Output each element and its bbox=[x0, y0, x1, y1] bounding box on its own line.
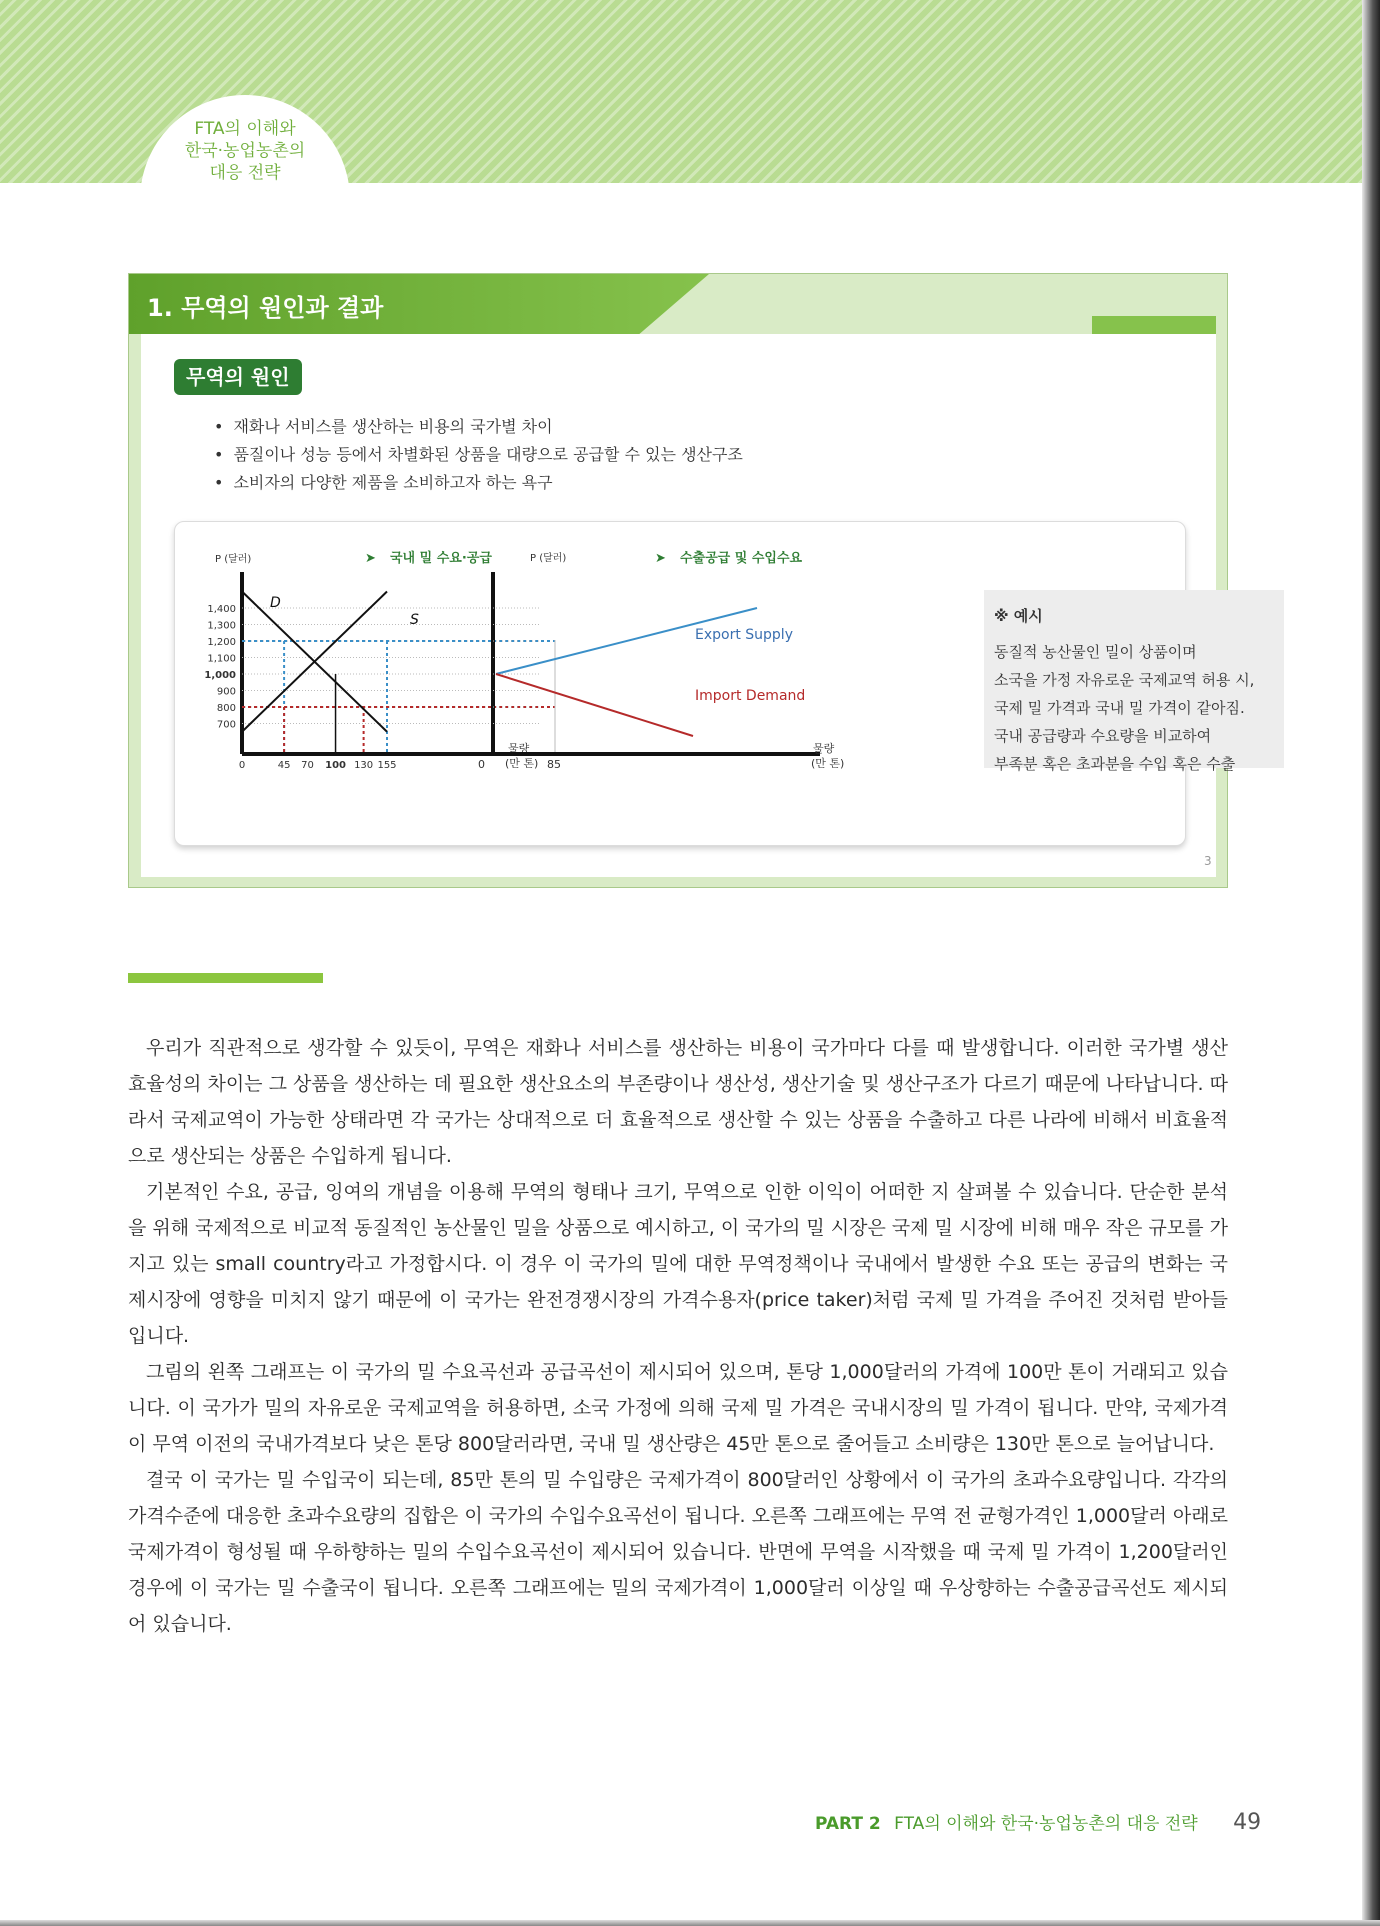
bullet-item: • 소비자의 다양한 제품을 소비하고자 하는 욕구 bbox=[214, 470, 743, 498]
right-chart-arrow: ➤ bbox=[655, 551, 666, 566]
y-tick-label: 1,200 bbox=[207, 637, 236, 648]
example-title: ※ 예시 bbox=[994, 607, 1043, 625]
demand-label: D bbox=[270, 595, 281, 611]
header-badge-line: 한국·농업농촌의 bbox=[184, 141, 306, 161]
y-tick-label: 1,400 bbox=[207, 604, 236, 615]
y-tick-label: 800 bbox=[216, 703, 236, 714]
body-paragraph: 결국 이 국가는 밀 수입국이 되는데, 85만 톤의 밀 수입량은 국제가격이 800달러인 상황에서 이 국가의 초과수요량입니다. 각각의 가격수준에 대응한 초과수요량의 집합은 이 국가의 수입수요곡선이 됩니다. 오른쪽 그래프에는 무역 전 균형가격인 1,000달러 아래로 국제가격이 형성될 때 우하향하는 밀의 수입수요곡선이 제시되어 있습니다. 반면에 무역을 시작했을 때 국제 밀 가격이 1,200달러인 경우에 이 국가는 밀 수출국이 됩니다. 오른쪽 그래프에는 밀의 국제가격이 1,000달러 이상일 때 우상향하는 수출공급곡선도 제시되어 있습니다. bbox=[128, 1469, 1228, 1635]
x-tick-label: 45 bbox=[277, 760, 291, 771]
header-badge-line: 대응 전략 bbox=[209, 163, 281, 183]
left-y-ticks bbox=[204, 604, 236, 731]
y-tick-label: 1,300 bbox=[207, 620, 236, 632]
example-line: 국내 공급량과 수요량을 비교하여 bbox=[994, 727, 1212, 745]
right-x-tick: 85 bbox=[547, 758, 561, 771]
body-paragraph: 그림의 왼쪽 그래프는 이 국가의 밀 수요곡선과 공급곡선이 제시되어 있으며, 톤당 1,000달러의 가격에 100만 톤이 거래되고 있습니다. 이 국가가 밀의 자유로운 국제교역을 허용하면, 소국 가정에 의해 국제 밀 가격은 국내시장의 밀 가격이 됩니다. 만약, 국제가격이 무역 이전의 국내가격보다 낮은 톤당 800달러라면, 국내 밀 생산량은 45만 톤으로 줄어들고 소비량은 130만 톤으로 늘어납니다. bbox=[128, 1361, 1228, 1455]
section-label: 무역의 원인 bbox=[174, 359, 302, 395]
left-x-axis-title: 물량 bbox=[508, 742, 530, 755]
example-box bbox=[984, 590, 1284, 773]
x-tick-label: 100 bbox=[325, 760, 346, 771]
right-x-axis-title: 물량 bbox=[813, 742, 835, 755]
example-line: 국제 밀 가격과 국내 밀 가격이 같아짐. bbox=[994, 699, 1245, 717]
footer-part: PART 2 bbox=[815, 1814, 881, 1834]
slide-title: 1. 무역의 원인과 결과 bbox=[147, 294, 384, 322]
page-footer bbox=[815, 1809, 1261, 1835]
bullet-item: • 품질이나 성능 등에서 차별화된 상품을 대량으로 공급할 수 있는 생산구조 bbox=[214, 442, 743, 470]
x-tick-label: 130 bbox=[354, 760, 374, 771]
example-line: 부족분 혹은 초과분을 수입 혹은 수출 bbox=[994, 755, 1236, 773]
left-x-ticks bbox=[239, 760, 397, 771]
header-badge-text bbox=[140, 118, 350, 184]
x-tick-label: 70 bbox=[301, 760, 314, 771]
import-demand-label: Import Demand bbox=[695, 688, 806, 704]
page-edge-shadow bbox=[1362, 0, 1380, 1926]
right-y-axis-title: P (달러) bbox=[530, 553, 567, 564]
slide-page-number: 3 bbox=[1204, 854, 1212, 868]
slide-header bbox=[129, 274, 1229, 334]
supply-label: S bbox=[410, 612, 419, 628]
right-chart-title: 수출공급 및 수입수요 bbox=[680, 551, 803, 566]
header-badge-line: FTA의 이해와 bbox=[194, 119, 296, 139]
page-number: 49 bbox=[1233, 1810, 1262, 1835]
page-bottom-shadow bbox=[0, 1920, 1380, 1926]
footer-title: FTA의 이해와 한국·농업농촌의 대응 전략 bbox=[894, 1814, 1198, 1834]
right-x-tick: 0 bbox=[478, 758, 485, 771]
cause-bullets bbox=[214, 414, 743, 498]
x-tick-label: 0 bbox=[238, 760, 246, 771]
body-text bbox=[128, 1030, 1228, 1642]
section-divider bbox=[128, 973, 323, 983]
example-line: 소국을 가정 자유로운 국제교역 허용 시, bbox=[994, 671, 1255, 689]
left-chart-arrow: ➤ bbox=[365, 551, 376, 566]
right-x-axis-unit: (만 톤) bbox=[811, 757, 845, 770]
left-x-axis-unit: (만 톤) bbox=[505, 757, 539, 770]
left-y-axis-title: P (달러) bbox=[215, 554, 252, 565]
import-demand-curve bbox=[496, 674, 693, 736]
bullet-item: • 재화나 서비스를 생산하는 비용의 국가별 차이 bbox=[214, 414, 743, 442]
y-tick-label: 700 bbox=[216, 719, 236, 731]
body-paragraph: 우리가 직관적으로 생각할 수 있듯이, 무역은 재화나 서비스를 생산하는 비용이 국가마다 다를 때 발생합니다. 이러한 국가별 생산 효율성의 차이는 그 상품을 생산하는 데 필요한 생산요소의 부존량이나 생산성, 생산기술 및 생산구조가 다르기 때문에 나타납니다. 따라서 국제교역이 가능한 상태라면 각 국가는 상대적으로 더 효율적으로 생산할 수 있는 상품을 수출하고 다른 나라에 비해서 비효율적으로 생산되는 상품은 수입하게 됩니다. bbox=[128, 1037, 1228, 1167]
body-paragraph: 기본적인 수요, 공급, 잉여의 개념을 이용해 무역의 형태나 크기, 무역으로 인한 이익이 어떠한 지 살펴볼 수 있습니다. 단순한 분석을 위해 국제적으로 비교적 동질적인 농산물인 밀을 상품으로 예시하고, 이 국가의 밀 시장은 국제 밀 시장에 비해 매우 작은 규모를 가지고 있는 small country라고 가정합시다. 이 경우 이 국가의 밀에 대한 무역정책이나 국내에서 발생한 수요 또는 공급의 변화는 국제시장에 영향을 미치지 않기 때문에 이 국가는 완전경쟁시장의 가격수용자(price taker)처럼 국제 밀 가격을 주어진 것처럼 받아들입니다. bbox=[128, 1181, 1228, 1347]
export-supply-label: Export Supply bbox=[695, 627, 793, 643]
y-tick-label: 900 bbox=[216, 686, 236, 698]
x-tick-label: 155 bbox=[377, 760, 397, 771]
slide-header-tab bbox=[1092, 316, 1216, 334]
left-chart-title: 국내 밀 수요·공급 bbox=[390, 551, 492, 566]
y-tick-label: 1,000 bbox=[204, 670, 236, 681]
y-tick-label: 1,100 bbox=[207, 653, 236, 665]
slide-figure bbox=[128, 273, 1255, 888]
example-line: 동질적 농산물인 밀이 상품이며 bbox=[994, 643, 1197, 661]
